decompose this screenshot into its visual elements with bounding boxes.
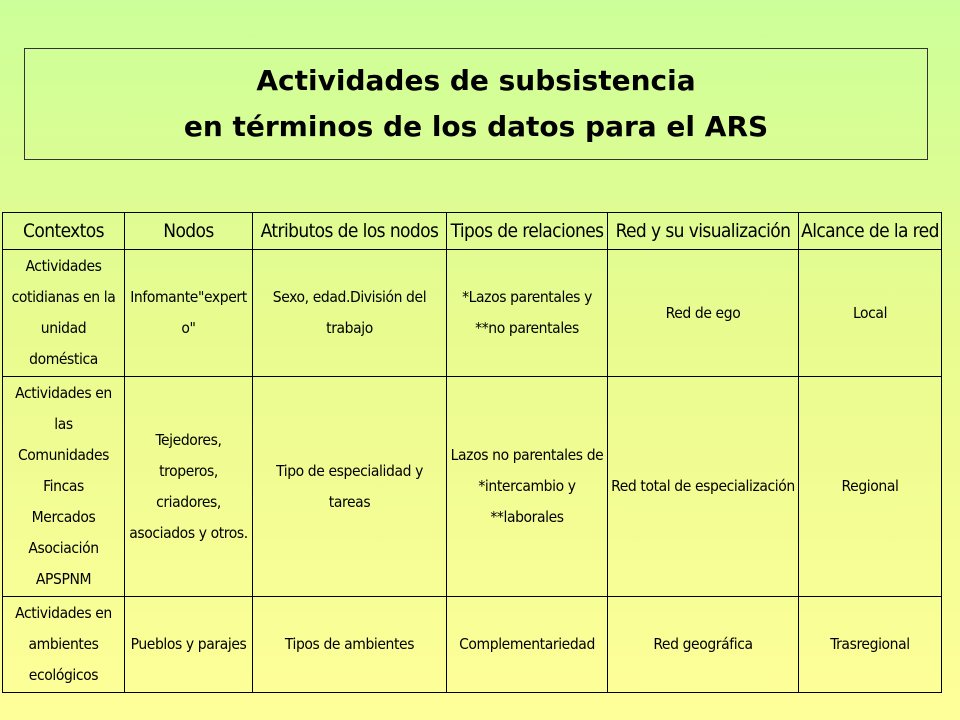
cell-red: Red de ego [608, 250, 799, 377]
cell-relaciones: *Lazos parentales y **no parentales [447, 250, 608, 377]
header-relaciones: Tipos de relaciones [447, 213, 608, 250]
header-red: Red y su visualización [608, 213, 799, 250]
title-line-1: Actividades de subsistencia [256, 64, 696, 97]
title-line-2: en términos de los datos para el ARS [183, 110, 769, 143]
table-row [3, 377, 942, 597]
cell-alcance: Trasregional [799, 597, 942, 693]
cell-relaciones: Lazos no parentales de *intercambio y **laborales [447, 377, 608, 597]
cell-nodos: Infomante"experto" [125, 250, 253, 377]
table-header-row [3, 213, 942, 250]
cell-red: Red geográfica [608, 597, 799, 693]
cell-relaciones: Complementariedad [447, 597, 608, 693]
header-nodos: Nodos [125, 213, 253, 250]
slide-title [24, 48, 928, 160]
cell-alcance: Regional [799, 377, 942, 597]
cell-atributos: Sexo, edad.División del trabajo [253, 250, 447, 377]
cell-alcance: Local [799, 250, 942, 377]
ars-table [2, 212, 942, 693]
cell-atributos: Tipo de especialidad y tareas [253, 377, 447, 597]
cell-nodos: Tejedores, troperos, criadores, asociados y otros. [125, 377, 253, 597]
table-row [3, 250, 942, 377]
table-row [3, 597, 942, 693]
cell-contextos: Actividades en las Comunidades Fincas Mercados Asociación APSPNM [3, 377, 125, 597]
cell-contextos: Actividades cotidianas en la unidad doméstica [3, 250, 125, 377]
cell-atributos: Tipos de ambientes [253, 597, 447, 693]
header-contextos: Contextos [3, 213, 125, 250]
header-alcance: Alcance de la red [799, 213, 942, 250]
cell-red: Red total de especialización [608, 377, 799, 597]
cell-contextos: Actividades en ambientes ecológicos [3, 597, 125, 693]
header-atributos: Atributos de los nodos [253, 213, 447, 250]
cell-nodos: Pueblos y parajes [125, 597, 253, 693]
